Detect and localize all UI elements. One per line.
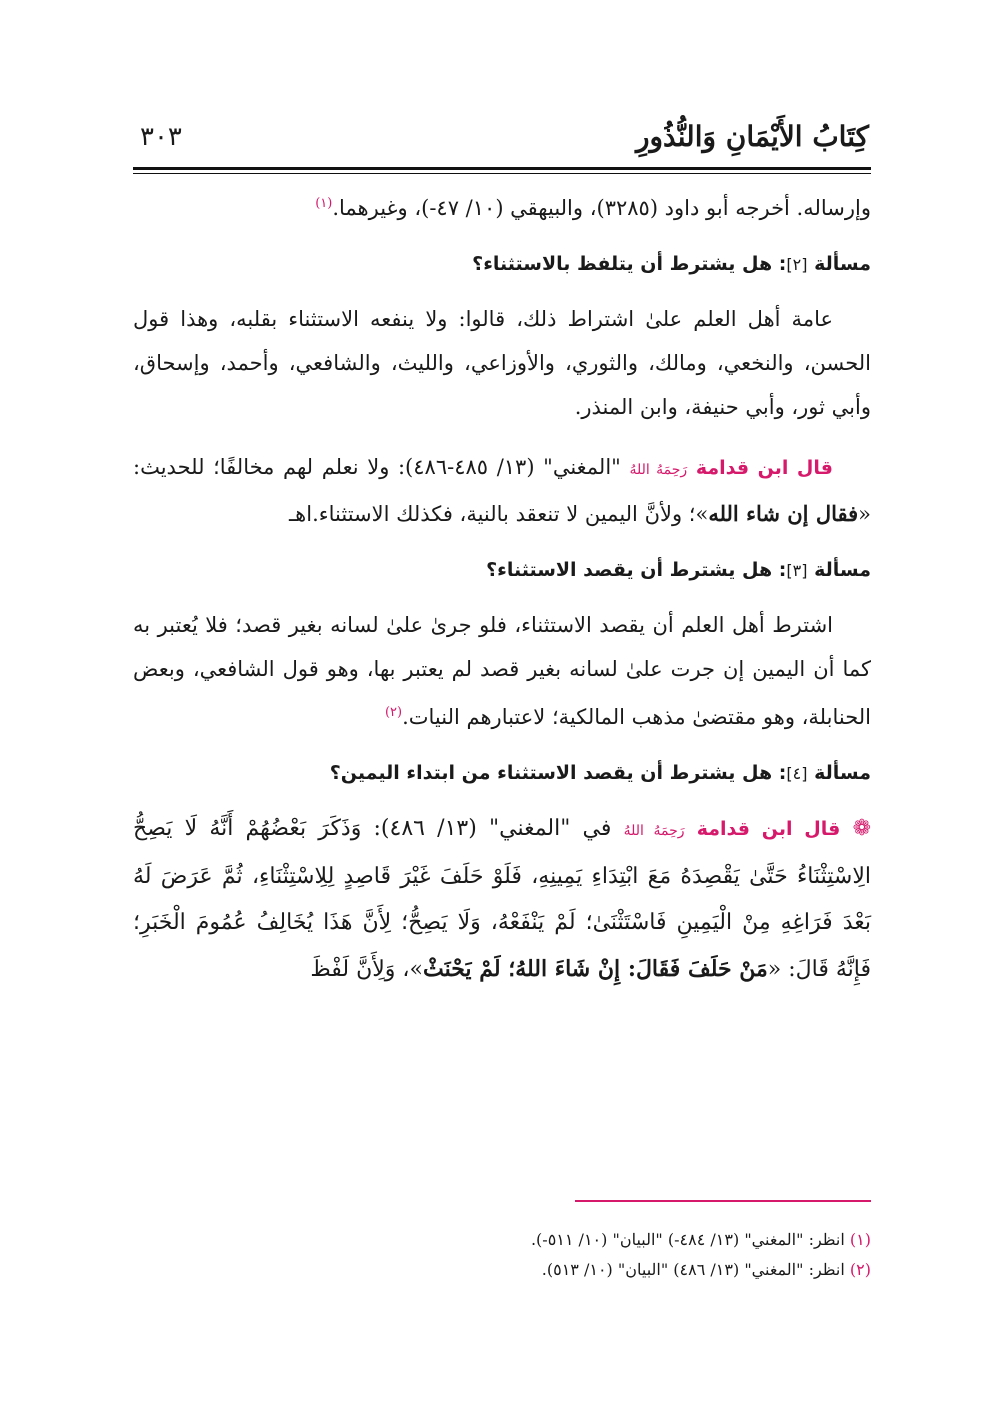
header-rule-thin [133,173,871,174]
paragraph-scholars-consensus: عامة أهل العلم علىٰ اشتراط ذلك، قالوا: ولا ينفعه الاستثناء بقلبه، وهذا قول الحسن، والنخعي، ومالك، والثوري، والأوزاعي، والليث، والشافعي، وأحمد، وإسحاق، وأبي ثور، وأبي حنيفة، وابن المنذر. [133,307,871,419]
flower-ornament-icon: ❁ [852,816,871,841]
quote-text-a: في "المغني" (١٣/ ٤٨٦): وَذَكَرَ بَعْضُهُمْ أَنَّهُ لَا يَصِحُّ الِاسْتِثْنَاءُ حَتَّىٰ يَقْصِدَهُ مَعَ ابْتِدَاءِ يَمِينِهِ، فَلَوْ حَلَفَ غَيْرَ قَاصِدٍ لِلِاسْتِثْنَاءِ، ثُمَّ عَرَضَ لَهُ بَعْدَ فَرَاغِهِ مِنْ الْيَمِينِ فَاسْتَثْنَىٰ؛ لَمْ يَنْفَعْهُ، وَلَا يَصِحُّ؛ لِأَنَّ هَذَا يُخَالِفُ عُمُومَ الْخَبَرِ؛ فَإِنَّهُ قَالَ: « [133,816,871,982]
scholar-name: قال ابن قدامة [695,457,833,479]
quote-text-a: "المغني" (١٣/ ٤٨٥-٤٨٦): ولا نعلم لهم مخالفًا؛ للحديث: « [133,455,871,526]
footnote-2 [133,1255,871,1285]
scholar-name: قال ابن قدامة [696,818,841,840]
quote-text-b: »، وَلِأَنَّ لَفْظَ [310,957,423,982]
continuation-text: وإرساله. أخرجه أبو داود (٣٢٨٥)، والبيهقي (١٠/ ٤٧-)، وغيرهما. [332,196,871,220]
paragraph-intention-condition [133,603,871,739]
issue-title: : هل يشترط أن يتلفظ بالاستثناء؟ [472,253,787,275]
issue-heading-4 [133,751,871,796]
issue-number: [٢] [786,255,808,274]
hadith-text: مَنْ حَلَفَ فَقَالَ: إِنْ شَاءَ اللهُ؛ لَمْ يَحْنَثْ [422,956,768,982]
issue-label: مسألة [814,762,871,784]
footnote-1 [133,1225,871,1255]
footnote-number: (٢) [849,1260,871,1279]
page-body [133,182,871,993]
running-header-title: كِتَابُ الأَيْمَانِ وَالنُّذُورِ [635,120,869,153]
footnote-text: انظر: "المغني" (١٣/ ٤٨٦) "البيان" (١٠/ ٥١٣). [541,1260,845,1279]
continuation-line [133,182,871,230]
paragraph-text: اشترط أهل العلم أن يقصد الاستثناء، فلو جرىٰ علىٰ لسانه بغير قصد؛ فلا يُعتبر به كما أن اليمين إن جرت علىٰ لسانه بغير قصد لم يعتبر بها، وهو قول الشافعي، وبعض الحنابلة، وهو مقتضىٰ مذهب المالكية؛ لاعتبارهم النيات. [133,613,871,729]
issue-label: مسألة [814,253,871,275]
footnotes [133,1225,871,1285]
footnote-text: انظر: "المغني" (١٣/ ٤٨٤-) "البيان" (١٠/ ٥١١-). [530,1230,845,1249]
quote-ibn-qudamah-1 [133,445,871,536]
honorific-glyph: رَحِمَهُ اللهُ [623,823,685,839]
footnote-ref-1[interactable]: (١) [315,196,333,211]
hadith-text: فقال إن شاء الله [708,501,859,526]
issue-number: [٤] [786,764,808,783]
header-rule-thick [133,167,871,170]
footnote-separator [575,1200,871,1202]
page-number: ٣٠٣ [140,122,182,152]
honorific-glyph: رَحِمَهُ اللهُ [629,462,688,478]
issue-number: [٣] [786,561,808,580]
quote-ibn-qudamah-2 [133,806,871,993]
issue-heading-3 [133,548,871,593]
issue-title: : هل يشترط أن يقصد الاستثناء من ابتداء اليمين؟ [329,762,787,784]
issue-heading-2 [133,242,871,287]
quote-text-b: »؛ ولأنَّ اليمين لا تنعقد بالنية، فكذلك الاستثناء.اهـ [289,502,709,526]
footnote-number: (١) [849,1230,871,1249]
issue-label: مسألة [814,559,871,581]
footnote-ref-2[interactable]: (٢) [384,705,403,720]
issue-title: : هل يشترط أن يقصد الاستثناء؟ [486,559,787,581]
